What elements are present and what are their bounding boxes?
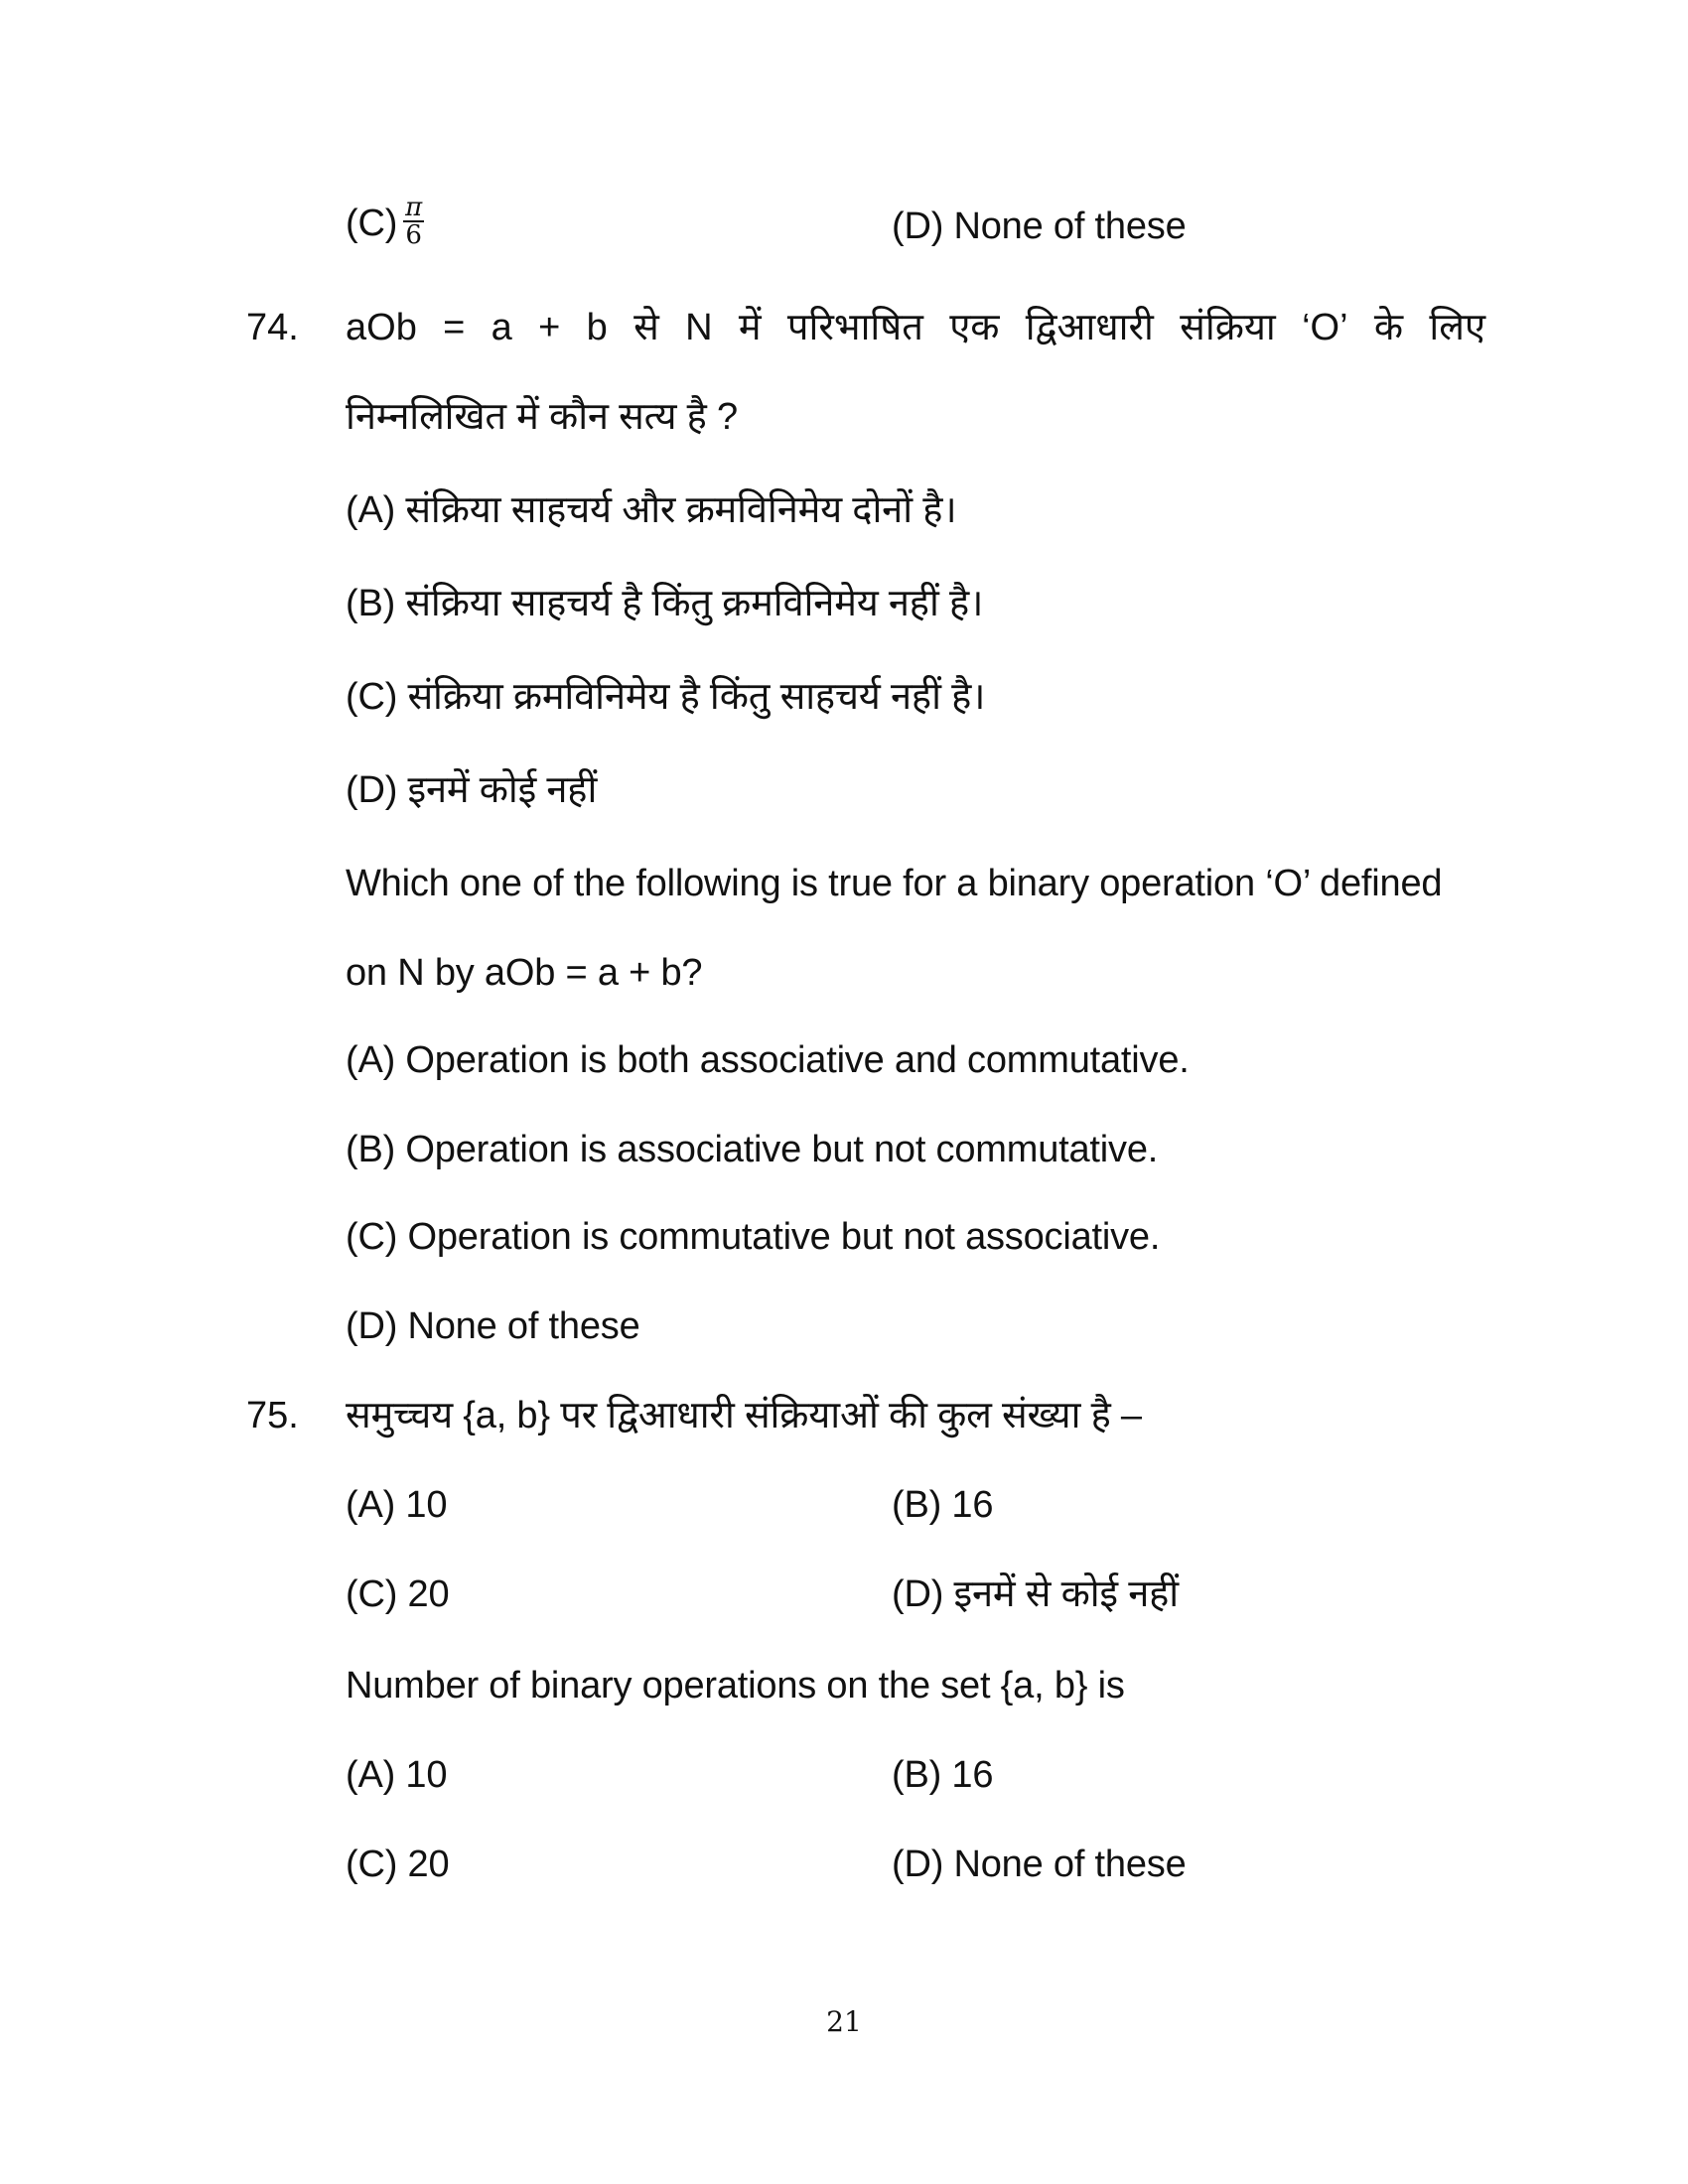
stem-word: a [491, 307, 512, 348]
option-label: (C) [346, 203, 398, 245]
q74-english-stem-line1: Which one of the following is true for a binary operation ‘O’ defined [346, 863, 1443, 904]
q74-hindi-stem-line2: निम्नलिखित में कौन सत्य है ? [346, 396, 738, 438]
stem-word: = [443, 307, 466, 348]
question-number-74: 74. [246, 307, 299, 348]
stem-word: परिभाषित [786, 307, 923, 348]
stem-word: लिए [1429, 307, 1485, 348]
q75-hindi-option-b: (B) 16 [892, 1484, 994, 1526]
q74-english-stem-line2: on N by aOb = a + b? [346, 952, 703, 994]
pi-over-six-fraction [403, 195, 424, 248]
prev-question-option-c [346, 193, 424, 252]
prev-question-option-d: (D) None of these [892, 205, 1187, 247]
page-number: 21 [826, 2005, 862, 2038]
q74-english-option-c: (C) Operation is commutative but not associative. [346, 1216, 1161, 1258]
stem-word: संक्रिया [1180, 307, 1276, 348]
fraction-numerator: π [405, 193, 423, 222]
q75-english-option-a: (A) 10 [346, 1754, 448, 1796]
q75-english-stem: Number of binary operations on the set {a, b} is [346, 1665, 1125, 1706]
q74-hindi-option-d: (D) इनमें कोई नहीं [346, 769, 598, 811]
q75-english-option-b: (B) 16 [892, 1754, 994, 1796]
stem-word: aOb [346, 307, 417, 348]
q74-english-option-a: (A) Operation is both associative and commutative. [346, 1039, 1190, 1081]
question-number-75: 75. [246, 1395, 299, 1436]
stem-word: से [633, 307, 659, 348]
stem-word: b [586, 307, 608, 348]
q75-hindi-option-c: (C) 20 [346, 1573, 450, 1615]
stem-word: N [685, 307, 713, 348]
stem-word: में [738, 307, 762, 348]
stem-word: ‘O’ [1302, 307, 1348, 348]
q74-english-option-b: (B) Operation is associative but not commutative. [346, 1129, 1159, 1170]
q75-hindi-stem: समुच्चय {a, b} पर द्विआधारी संक्रियाओं की कुल संख्या है – [346, 1395, 1142, 1436]
q75-hindi-option-a: (A) 10 [346, 1484, 448, 1526]
q75-hindi-option-d: (D) इनमें से कोई नहीं [892, 1573, 1179, 1615]
stem-word: + [538, 307, 561, 348]
q74-hindi-option-b: (B) संक्रिया साहचर्य है किंतु क्रमविनिमेय नहीं है। [346, 583, 984, 624]
q74-english-option-d: (D) None of these [346, 1305, 640, 1347]
q75-english-option-d: (D) None of these [892, 1843, 1187, 1885]
q75-english-option-c: (C) 20 [346, 1843, 450, 1885]
stem-word: के [1373, 307, 1404, 348]
q74-hindi-stem-line1 [346, 304, 1485, 351]
fraction-denominator: 6 [405, 220, 422, 250]
q74-hindi-option-a: (A) संक्रिया साहचर्य और क्रमविनिमेय दोनों है। [346, 489, 957, 531]
stem-word: द्विआधारी [1025, 307, 1154, 348]
q74-hindi-option-c: (C) संक्रिया क्रमविनिमेय है किंतु साहचर्य नहीं है। [346, 676, 986, 718]
stem-word: एक [949, 307, 1000, 348]
